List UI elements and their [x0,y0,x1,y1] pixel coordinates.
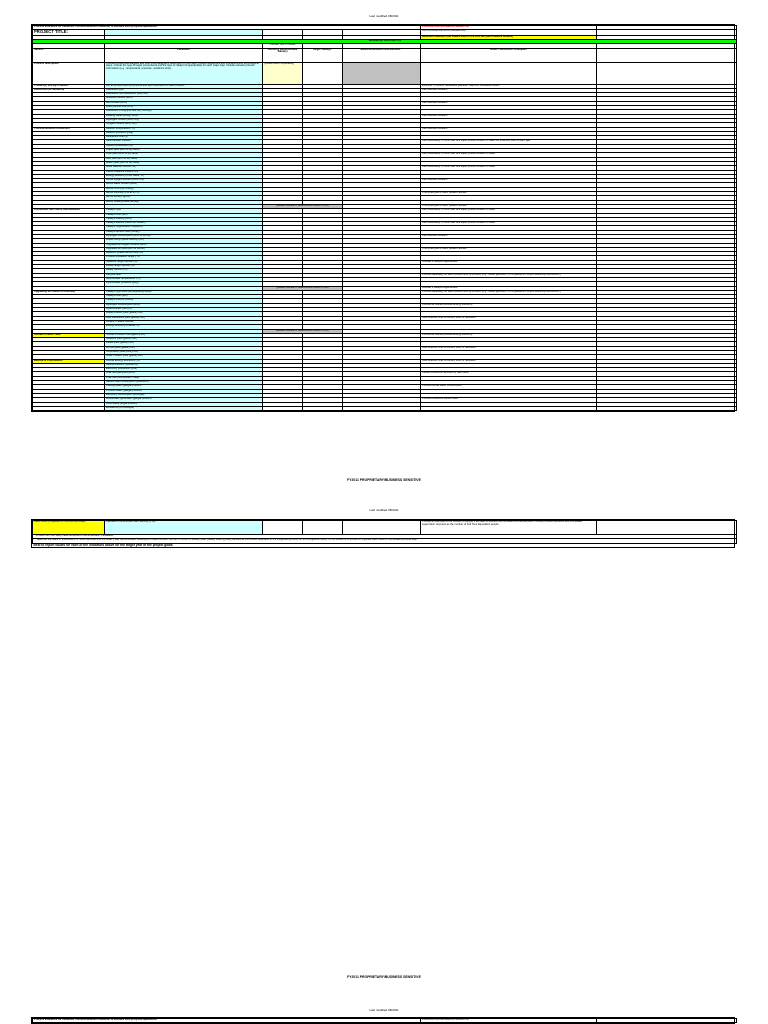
parameter-cell: Heavy fraction (%) [105,269,263,273]
note-cell: Provide separately for each product and by-product (e.g., diesel gal/BDMT, LPG gal/BDMT, export electricity kWh/BDMT) [421,290,597,294]
merged-note-1: (please indicate in data/method column if not) [263,204,343,208]
ups-rows [33,290,737,329]
section-label: Feedstock (as delivered) [33,88,105,92]
parameter-cell: Hydrotreater temperature (°C) [105,277,263,281]
parameter-cell: Liquid yield (wt% of dry feed) [105,149,263,153]
note-cell: Provide emissions factors used [421,398,597,402]
note-cell: Use individually; if more than one liquid product stream is made [421,153,597,157]
value-input-cell[interactable] [303,406,343,410]
note-cell: Provide as overall process energy efficiency [421,303,597,307]
labor-param: Operation Commercial Plant Staffing (FTE) [105,521,263,535]
section-label: Upgrading & Product Processing [33,290,105,294]
parameter-cell: Catalyst cost ($/lb) [105,213,263,217]
parameter-cell: Co-product yield (lb/dry ton) [105,351,263,355]
merged-note-2: (please indicate in data/method column if not) [263,286,343,290]
labor-table [32,520,737,547]
value-input-cell[interactable] [343,406,421,410]
sensitivity-label: PROPRIETARY/BUSINESS SENSITIVE [421,26,597,30]
page3-doc-title: Process Indicators for Cellulosic Thermochemical Production of Biofuels via Pyrolysis/Liquefaction [33,1019,421,1023]
parameter-cell: Emissions (lb CO2e/gal) [105,406,263,410]
parameter-cell: Heating value (MJ/kg, HHV) [105,114,263,118]
parameter-cell: Octane / cetane number [105,320,263,324]
overall-rows [33,333,737,359]
parameter-cell: Other Product yield (gal/dry ton) [105,355,263,359]
parameter-cell: Char and gas yield (wt%) [105,372,263,376]
parameter-cell: Catalyst type used (all upgrading steps) [105,290,263,294]
page3-table [32,1018,737,1023]
note-cell: Provide separately for each product and by-product (e.g., diesel gal/BDMT, LPG gal/BDMT, export electricity kWh/BDMT) [421,273,597,277]
parameter-cell: Electricity consumption (kWh/gal) [105,393,263,397]
col-notes: Notes / Directions / Examples [421,48,597,62]
parameter-cell: Catalyst loading (wt%) [105,217,263,221]
parameter-cell: Hydrogen consumption (wt% of bio-oil) [105,234,263,238]
parameter-cell: Cooling water (gal/gal product) [105,385,263,389]
section-label: Thermochemical Conversion [33,127,105,131]
labor-notes: Provide an estimate of the number of people it will take to operate the full-scale commercial plant. Include process operators and immediate supervision. Express as the number of Full Time Equivalent people. [421,521,597,535]
note-cell: Use standard notation [421,114,597,118]
parameter-cell: Hydrogen consumption (wt%) [105,303,263,307]
parameter-cell: Hydrogen content (wt%, dry) [105,118,263,122]
parameter-cell: Oxygen content (wt%, dry) [105,123,263,127]
parameter-cell: Liquid product yield (gal/dry ton) [105,312,263,316]
parameter-cell: Solid waste (lb/gal product) [105,402,263,406]
parameter-cell: Electricity production (MW) [105,368,263,372]
section-label: Biochar & Co-products [33,359,105,363]
page3-sheet [31,1017,735,1024]
indicator-sheet [31,24,735,412]
parameter-cell: Hydrocracker yield (%) [105,308,263,312]
process-description-current[interactable]: (Please attach separately) [263,62,303,84]
parameter-cell: Ash content (wt%) [105,101,263,105]
parameter-cell: Heat production (MMBtu/hr) [105,363,263,367]
footnote-1: * Provide the most likely value achieved or demonstrated, if available. [33,535,737,539]
parameter-cell: Char use (combustion / sale) [105,376,263,380]
section-products: Product(s) and By-Products [33,84,105,88]
parameter-cell: Hydrotreater pressure (psig) [105,282,263,286]
labor-sheet [31,519,735,548]
parameter-cell: Gasoline range fraction (%) [105,260,263,264]
note-cell: If recycled gas is used, please indicate [421,204,597,208]
parameter-cell: Feedstock throughput rate (dry ton/day) [105,110,263,114]
labor-section: Labor costs (Projected for commercial scale) [33,521,105,535]
parameter-cell: Catalyst cost ($/lb) [105,295,263,299]
parameter-cell: Reactor temperature (°C) [105,127,263,131]
note-cell: Use standard notation [421,127,597,131]
note-cell: Use individually; if more than one liquid product stream is made [421,166,597,170]
note-cell: Note whether char is burned, sold, or landfilled [421,346,597,350]
parameter-cell: Fuel blendstock yield (gal/dry ton) [105,316,263,320]
parameter-cell: Wastewater generated (gal/gal product) [105,398,263,402]
parameter-cell: Catalyst lifetime (hours) [105,299,263,303]
parameter-cell: Carbon balance closure (%) [105,170,263,174]
parameter-cell: Feed particle size (mm) [105,106,263,110]
parameter-cell: Bio-oil oxygen content (wt%, dry) [105,179,263,183]
page2-header: Last modified 08/2011 [369,508,399,512]
col-target: Target Value(s)* [303,48,343,62]
parameter-cell: Product distillation range (°C) [105,256,263,260]
parameter-cell: Process water (gal/gal product) [105,389,263,393]
technical-inputs-banner: TECHNICAL DATA INPUTS [33,40,737,44]
parameter-cell: Gasoline yield (gal/dry ton) [105,338,263,342]
applicable-method: APPLICABLE METHOD (relevant list) [421,30,597,35]
thermo-rows [33,127,737,204]
col-parameter: Parameter [105,48,263,62]
parameter-cell: Jet fuel yield (gal/dry ton) [105,346,263,350]
footnote-2: ** Describe the basis or justification for result reported and the scale it was demonstrated. Examples of basis include: number of hours on steady state (steady state typically defined as continuous operation of the integrated process for 24 contiguous hours), or the results of a number of replicate batch tests of the isolated process step. [33,539,737,543]
parameter-cell: Bio-oil water content (wt%) [105,183,263,187]
parameter-cell: Water yield (wt% of dry feed) [105,161,263,165]
section-process-description: Process description [33,62,105,84]
parameter-cell: Energy efficiency (overall, %) [105,325,263,329]
note-cell: Use individually; if more than one liquid product stream is made, an inventory sum of each gas [421,140,597,144]
section-label: Overall Process Yield [33,333,105,337]
value-input-cell[interactable] [263,406,303,410]
note-cell: Use standard notation [421,179,597,183]
parameter-cell: Bio-oil TAN (mg KOH/g) [105,187,263,191]
parameter-cell: Recycle ratio [105,273,263,277]
note-cell: If recycled gas is used, please indicate [421,247,597,251]
note-cell: Use individually; if more than one liquid product stream is made [421,209,597,213]
project-title-label: PROJECT TITLE: [33,30,105,35]
note-cell: Use standard notation [421,88,597,92]
note-cell: Use standard notation [421,101,597,105]
note-cell: Note whether char is burned, sold, or landfilled [421,316,597,320]
doc-title: Process Indicators for Cellulosic Thermochemical Production of Biofuels via Pyrolysis/Liquefaction [33,26,421,30]
parameter-cell: Carbon conversion (%) [105,144,263,148]
parameter-cell: Mass balance closure (%) [105,166,263,170]
table-row [33,406,737,410]
page-footer: FY2011 PROPRIETARY/BUSINESS SENSITIVE [347,478,421,482]
note-cell: Indicate if catalyst regenerated [421,286,597,290]
col-section: Section [33,48,105,62]
note-cell: Note whether char is burned, sold, or landfilled [421,359,597,363]
parameter-cell: Aqueous phase carbon loss (%) [105,252,263,256]
parameter-cell: Heat transfer medium [105,140,263,144]
col-current: Currently Demonstrated Value(s) [263,48,303,62]
parameter-cell: Feedstock cost (delivered, $/dry ton) [105,93,263,97]
note-cell: Use standard notation [421,234,597,238]
parameter-cell: Liquid hourly space velocity (1/h) [105,239,263,243]
parameter-cell: Catalyst regeneration frequency [105,226,263,230]
page3-header: Last modified 08/2011 [369,1008,399,1012]
bio-rows [33,359,737,411]
parameter-cell: Bio-oil density (g/mL) [105,196,263,200]
parameter-cell: Reactor pressure (psig) [105,131,263,135]
parameter-cell: Bio-oil heating value (MJ/kg) [105,200,263,204]
parameter-cell: Upgraded oil oxygen content (wt%) [105,243,263,247]
model-year-label: Indicate Year of Model [263,44,303,48]
parameter-cell: Bio-oil viscosity (cSt at 40°C) [105,192,263,196]
section-label: Condensed Gas Fuel & Intermediates [33,209,105,213]
cond-rows [33,209,737,286]
note-cell: Indicate if catalyst regenerated [421,260,597,264]
feed-rows [33,88,737,127]
page2-footer: FY2011 PROPRIETARY/BUSINESS SENSITIVE [347,975,421,979]
parameter-cell: Feedstock type [105,88,263,92]
parameter-cell: Upgraded oil yield (wt% of bio-oil) [105,247,263,251]
parameter-cell: Diesel yield (gal/dry ton) [105,342,263,346]
note-cell: Use individually; if more than one liquid product stream is made [421,222,597,226]
parameter-cell: Catalyst type [105,209,263,213]
col-basis: Basis/Justification and Methods** [343,48,421,62]
parameter-cell: Residence time (s) [105,136,263,140]
note-cell: Utilities should be reported by plant area [421,372,597,376]
page3-sensitivity: PROPRIETARY/BUSINESS SENSITIVE [421,1019,597,1023]
footnote-3: Best to report values for each of the indicators above for the target year of the project goals. [33,543,174,547]
note-cell: Provide overall water consumption [421,385,597,389]
parameter-cell: Catalyst attrition rate (%/day) [105,230,263,234]
identified-label: Identified Indicators (all values used in the cost and performance models) [421,35,597,39]
parameter-cell: Overall Process Yield (gal/dry ton) [105,333,263,337]
parameter-cell: Diesel range fraction (%) [105,265,263,269]
process-description-param: Provide a block flow diagram and brief (one paragraph) description of the major process sequences and operations and technological steps. Include the type of target components and the type of catalyst (if appropriate) for each major step. Include relevant process information (e.g., temperature, pressure, residence time). [105,62,263,84]
parameter-cell: Gas yield (wt% of dry feed) [105,157,263,161]
parameter-cell: Energy efficiency (LHV basis, %) [105,174,263,178]
parameter-cell: Moisture content (wt%) [105,97,263,101]
merged-note-3: (please indicate in data/method column if not) [263,329,343,333]
parameter-cell: Char yield (wt% of dry feed) [105,153,263,157]
note-cell: If recycled gas is used, please indicate [421,192,597,196]
parameter-cell: Overall Energy Efficiency (%) [105,359,263,363]
parameter-cell: Natural Gas consumption (MMBtu/hr) [105,381,263,385]
indicator-table [32,25,737,411]
note-cell: Provide as overall process energy efficiency [421,333,597,337]
page-header: Last modified 08/2011 [369,14,399,18]
parameter-cell: Catalyst lifetime (hours on stream) [105,222,263,226]
products-notes: Example: Products: renewable gasoline, naphtha, renewable diesel [421,84,597,88]
products-param: List all product and by-products and key co-product for each product [105,84,263,88]
